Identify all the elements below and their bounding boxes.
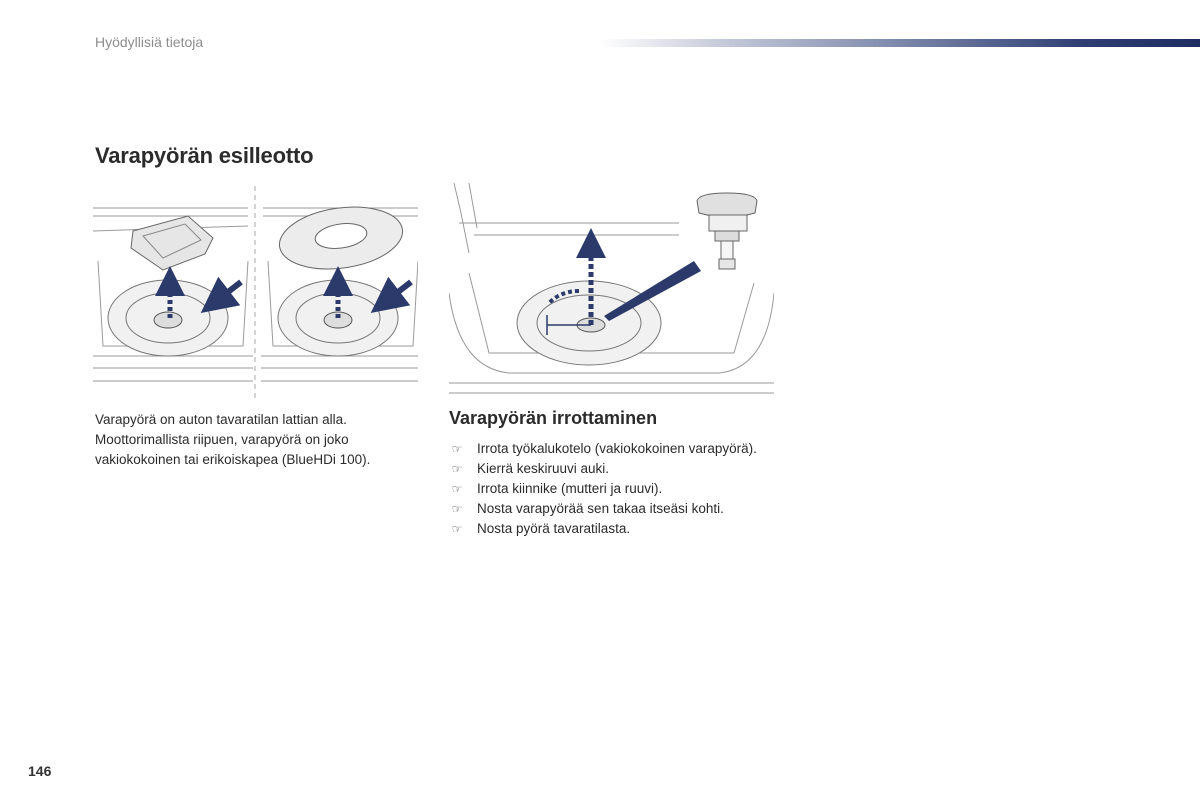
list-item: [449, 439, 779, 459]
list-item: [449, 479, 779, 499]
pointing-hand-icon: ☞: [451, 442, 463, 456]
list-item: [449, 519, 779, 539]
pointing-hand-icon: ☞: [451, 482, 463, 496]
section-header: Hyödyllisiä tietoja: [95, 34, 204, 50]
intro-paragraph: Varapyörä on auton tavaratilan lattian alla. Moottorimallista riipuen, varapyörä on joko vakiokokoinen tai erikoiskapea (BlueHDi 100).: [95, 412, 371, 467]
spare-wheel-removal-illustration: [449, 183, 774, 398]
pointing-hand-icon: ☞: [451, 462, 463, 476]
removal-section-title: Varapyörän irrottaminen: [449, 408, 658, 428]
page-title: Varapyörän esilleotto: [95, 143, 314, 168]
pointing-hand-icon: ☞: [451, 502, 463, 516]
page-number: 146: [28, 763, 52, 779]
list-item: [449, 499, 779, 519]
list-item: [449, 459, 779, 479]
step-text: Kierrä keskiruuvi auki.: [477, 461, 610, 476]
step-text: Nosta varapyörää sen takaa itseäsi kohti.: [477, 501, 724, 516]
removal-steps-list: [449, 439, 779, 539]
step-text: Irrota kiinnike (mutteri ja ruuvi).: [477, 481, 663, 496]
fixing-bolt-detail: [697, 193, 757, 269]
step-text: Irrota työkalukotelo (vakiokokoinen varapyörä).: [477, 441, 757, 456]
step-text: Nosta pyörä tavaratilasta.: [477, 521, 631, 536]
spare-wheel-location-illustration: [93, 186, 418, 398]
header-gradient-rule: [600, 39, 1200, 47]
boot-with-cover-panel: [261, 200, 418, 381]
pointing-hand-icon: ☞: [451, 522, 463, 536]
